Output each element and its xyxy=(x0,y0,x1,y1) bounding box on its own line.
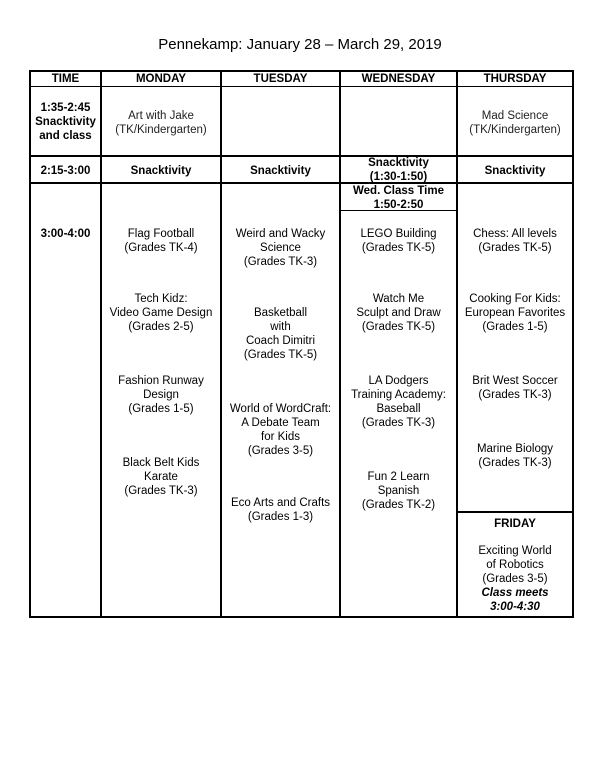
page-title: Pennekamp: January 28 – March 29, 2019 xyxy=(158,36,442,53)
friday-note-time: 3:00-4:30 xyxy=(490,601,540,613)
friday-note: Class meets xyxy=(481,587,549,599)
thursday-class-2: Cooking For Kids: European Favorites (Grades 1-5) xyxy=(464,293,566,333)
header-tuesday: TUESDAY xyxy=(253,73,308,85)
header-time: TIME xyxy=(51,73,80,85)
wednesday-class-1: LEGO Building (Grades TK-5) xyxy=(360,228,437,254)
monday-class-2: Tech Kidz: Video Game Design (Grades 2-5) xyxy=(109,293,213,333)
tuesday-class-1: Weird and Wacky Science (Grades TK-3) xyxy=(235,228,326,268)
header-monday: MONDAY xyxy=(135,73,187,85)
row1-time: 1:35-2:45 Snacktivity and class xyxy=(35,102,96,142)
wednesday-class-4: Fun 2 Learn Spanish (Grades TK-2) xyxy=(361,471,436,511)
header-friday: FRIDAY xyxy=(494,518,536,530)
friday-class: Exciting World of Robotics (Grades 3-5) Class meets 3:00-4:30 xyxy=(458,544,572,614)
thursday-class-3: Brit West Soccer (Grades TK-3) xyxy=(472,375,558,401)
row1-thursday-class: Mad Science (TK/Kindergarten) xyxy=(469,110,561,136)
row2-tuesday: Snacktivity xyxy=(250,165,311,177)
tuesday-class-4: Eco Arts and Crafts (Grades 1-3) xyxy=(230,497,331,523)
row2-wednesday: Snacktivity (1:30-1:50) xyxy=(368,157,429,183)
monday-class-4: Black Belt Kids Karate (Grades TK-3) xyxy=(122,457,200,497)
wednesday-class-2: Watch Me Sculpt and Draw (Grades TK-5) xyxy=(356,293,441,333)
row2-thursday: Snacktivity xyxy=(484,165,546,177)
wed-class-time: Wed. Class Time 1:50-2:50 xyxy=(353,185,444,211)
thursday-class-1: Chess: All levels (Grades TK-5) xyxy=(473,228,557,254)
tuesday-class-3: World of WordCraft: A Debate Team for Kids (Grades 3-5) xyxy=(229,403,332,457)
tuesday-class-2: Basketball with Coach Dimitri (Grades TK-5) xyxy=(243,307,318,361)
monday-class-1: Flag Football (Grades TK-4) xyxy=(124,228,198,254)
row1-monday-class: Art with Jake (TK/Kindergarten) xyxy=(115,110,207,136)
thursday-class-4: Marine Biology (Grades TK-3) xyxy=(476,443,554,469)
row2-time: 2:15-3:00 xyxy=(40,165,91,177)
row3-time: 3:00-4:00 xyxy=(40,228,91,240)
row2-monday: Snacktivity xyxy=(130,165,192,177)
monday-class-3: Fashion Runway Design (Grades 1-5) xyxy=(118,375,204,415)
wednesday-class-3: LA Dodgers Training Academy: Baseball (Grades TK-3) xyxy=(351,375,446,429)
header-wednesday: WEDNESDAY xyxy=(361,73,436,85)
header-thursday: THURSDAY xyxy=(483,73,547,85)
